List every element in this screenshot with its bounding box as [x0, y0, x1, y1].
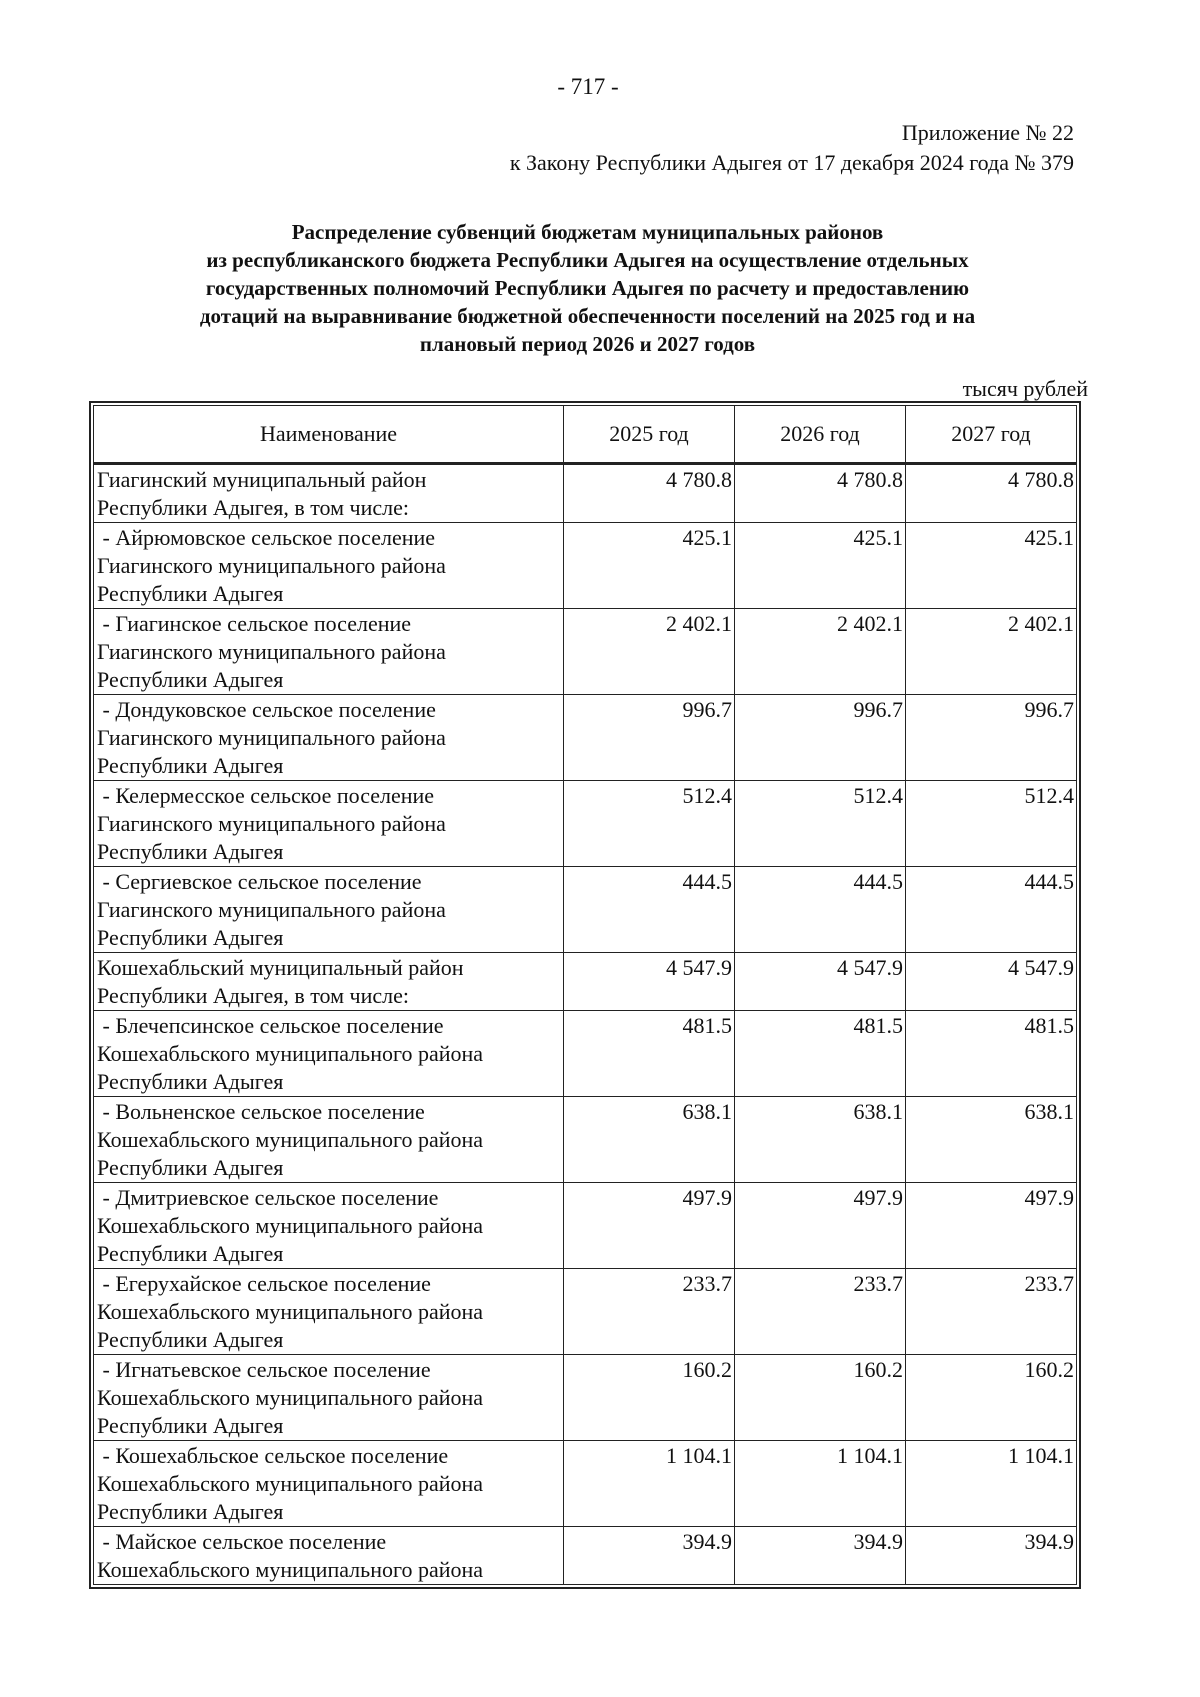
- value-cell-2025: 160.2: [564, 1355, 735, 1441]
- value-cell-2027: 4 780.8: [906, 464, 1077, 523]
- value-cell-2026: 444.5: [735, 867, 906, 953]
- header-2026: 2026 год: [735, 406, 906, 464]
- value-cell-2026: 1 104.1: [735, 1441, 906, 1527]
- value-cell-2027: 425.1: [906, 523, 1077, 609]
- row-name-line: Гиагинского муниципального района: [97, 639, 446, 664]
- row-name-line: - Блечепсинское сельское поселение: [97, 1013, 444, 1038]
- row-name-cell: [94, 1097, 564, 1183]
- value-cell-2027: 1 104.1: [906, 1441, 1077, 1527]
- table-row: [94, 523, 1077, 609]
- row-name-line: Гиагинского муниципального района: [97, 553, 446, 578]
- title-line-5: плановый период 2026 и 2027 годов: [419, 332, 756, 356]
- value-cell-2025: 481.5: [564, 1011, 735, 1097]
- row-name-line: Кошехабльского муниципального района: [97, 1299, 484, 1324]
- row-name-line: - Кошехабльское сельское поселение: [97, 1443, 449, 1468]
- row-name-cell: [94, 1269, 564, 1355]
- row-name-line: - Дмитриевское сельское поселение: [97, 1185, 439, 1210]
- row-name-line: Республики Адыгея, в том числе:: [97, 495, 410, 520]
- table-row: [94, 1527, 1077, 1585]
- row-name-line: Гиагинского муниципального района: [97, 897, 446, 922]
- value-cell-2025: 2 402.1: [564, 609, 735, 695]
- row-name-cell: [94, 953, 564, 1011]
- value-cell-2026: 996.7: [735, 695, 906, 781]
- row-name-line: Кошехабльский муниципальный район: [97, 955, 464, 980]
- value-cell-2026: 4 547.9: [735, 953, 906, 1011]
- row-name-cell: [94, 1011, 564, 1097]
- row-name-cell: [94, 1183, 564, 1269]
- row-name-line: - Майское сельское поселение: [97, 1529, 387, 1554]
- value-cell-2026: 512.4: [735, 781, 906, 867]
- annex-number: Приложение № 22: [901, 120, 1074, 145]
- title-line-1: Распределение субвенций бюджетам муниципальных районов: [291, 220, 884, 244]
- units-label: тысяч рублей: [962, 376, 1088, 401]
- row-name-cell: [94, 464, 564, 523]
- value-cell-2026: 481.5: [735, 1011, 906, 1097]
- value-cell-2027: 4 547.9: [906, 953, 1077, 1011]
- annex-law-reference: к Закону Республики Адыгея от 17 декабря 2024 года № 379: [509, 150, 1074, 175]
- table-row: [94, 953, 1077, 1011]
- row-name-line: Гиагинского муниципального района: [97, 725, 446, 750]
- table-header-row: [94, 406, 1077, 464]
- table-row: [94, 1183, 1077, 1269]
- value-cell-2026: 394.9: [735, 1527, 906, 1585]
- row-name-line: Кошехабльского муниципального района: [97, 1557, 484, 1582]
- row-name-line: Гиагинский муниципальный район: [97, 467, 427, 492]
- row-name-line: - Келермесское сельское поселение: [97, 783, 435, 808]
- row-name-line: Республики Адыгея: [97, 839, 284, 864]
- row-name-line: - Гиагинское сельское поселение: [97, 611, 412, 636]
- value-cell-2025: 4 547.9: [564, 953, 735, 1011]
- row-name-line: Республики Адыгея: [97, 581, 284, 606]
- value-cell-2025: 1 104.1: [564, 1441, 735, 1527]
- table-row: [94, 695, 1077, 781]
- value-cell-2025: 996.7: [564, 695, 735, 781]
- value-cell-2027: 233.7: [906, 1269, 1077, 1355]
- row-name-line: Кошехабльского муниципального района: [97, 1385, 484, 1410]
- value-cell-2027: 996.7: [906, 695, 1077, 781]
- table-row: [94, 1011, 1077, 1097]
- table-row: [94, 1441, 1077, 1527]
- value-cell-2026: 4 780.8: [735, 464, 906, 523]
- value-cell-2027: 638.1: [906, 1097, 1077, 1183]
- row-name-cell: [94, 695, 564, 781]
- row-name-line: Кошехабльского муниципального района: [97, 1127, 484, 1152]
- value-cell-2026: 638.1: [735, 1097, 906, 1183]
- value-cell-2026: 160.2: [735, 1355, 906, 1441]
- value-cell-2026: 2 402.1: [735, 609, 906, 695]
- table-row: [94, 464, 1077, 523]
- value-cell-2027: 497.9: [906, 1183, 1077, 1269]
- value-cell-2025: 444.5: [564, 867, 735, 953]
- row-name-cell: [94, 523, 564, 609]
- row-name-line: - Айрюмовское сельское поселение: [97, 525, 436, 550]
- value-cell-2026: 233.7: [735, 1269, 906, 1355]
- table-row: [94, 1097, 1077, 1183]
- row-name-line: Республики Адыгея: [97, 753, 284, 778]
- page-number: - 717 -: [557, 74, 619, 99]
- value-cell-2025: 638.1: [564, 1097, 735, 1183]
- table-body: [94, 464, 1077, 1585]
- row-name-cell: [94, 609, 564, 695]
- header-2025: 2025 год: [564, 406, 735, 464]
- title-line-3: государственных полномочий Республики Адыгея по расчету и предоставлению: [205, 276, 970, 300]
- row-name-line: Кошехабльского муниципального района: [97, 1213, 484, 1238]
- row-name-cell: [94, 781, 564, 867]
- header-2027: 2027 год: [906, 406, 1077, 464]
- value-cell-2027: 512.4: [906, 781, 1077, 867]
- value-cell-2025: 497.9: [564, 1183, 735, 1269]
- value-cell-2027: 444.5: [906, 867, 1077, 953]
- document-title: [110, 218, 1065, 358]
- row-name-line: Республики Адыгея: [97, 1499, 284, 1524]
- value-cell-2026: 425.1: [735, 523, 906, 609]
- header-name: Наименование: [94, 406, 564, 464]
- row-name-cell: [94, 867, 564, 953]
- title-line-4: дотаций на выравнивание бюджетной обеспеченности поселений на 2025 год и на: [199, 304, 976, 328]
- value-cell-2027: 394.9: [906, 1527, 1077, 1585]
- row-name-line: - Егерухайское сельское поселение: [97, 1271, 431, 1296]
- value-cell-2025: 425.1: [564, 523, 735, 609]
- value-cell-2027: 2 402.1: [906, 609, 1077, 695]
- row-name-line: Республики Адыгея: [97, 925, 284, 950]
- table-row: [94, 1269, 1077, 1355]
- row-name-line: Кошехабльского муниципального района: [97, 1041, 484, 1066]
- table-row: [94, 867, 1077, 953]
- row-name-cell: [94, 1355, 564, 1441]
- row-name-line: - Сергиевское сельское поселение: [97, 869, 422, 894]
- row-name-line: - Дондуковское сельское поселение: [97, 697, 436, 722]
- row-name-line: Гиагинского муниципального района: [97, 811, 446, 836]
- row-name-line: Республики Адыгея: [97, 1327, 284, 1352]
- row-name-cell: [94, 1527, 564, 1585]
- value-cell-2026: 497.9: [735, 1183, 906, 1269]
- subvention-table: [93, 405, 1077, 1585]
- row-name-line: Кошехабльского муниципального района: [97, 1471, 484, 1496]
- row-name-line: - Игнатьевское сельское поселение: [97, 1357, 431, 1382]
- row-name-line: Республики Адыгея: [97, 667, 284, 692]
- row-name-line: Республики Адыгея: [97, 1413, 284, 1438]
- row-name-line: Республики Адыгея: [97, 1155, 284, 1180]
- row-name-line: Республики Адыгея, в том числе:: [97, 983, 410, 1008]
- value-cell-2025: 233.7: [564, 1269, 735, 1355]
- annex-header: [374, 118, 1074, 178]
- table-row: [94, 609, 1077, 695]
- value-cell-2025: 512.4: [564, 781, 735, 867]
- value-cell-2025: 4 780.8: [564, 464, 735, 523]
- value-cell-2027: 160.2: [906, 1355, 1077, 1441]
- value-cell-2025: 394.9: [564, 1527, 735, 1585]
- row-name-cell: [94, 1441, 564, 1527]
- row-name-line: - Вольненское сельское поселение: [97, 1099, 425, 1124]
- row-name-line: Республики Адыгея: [97, 1241, 284, 1266]
- table-row: [94, 781, 1077, 867]
- title-line-2: из республиканского бюджета Республики Адыгея на осуществление отдельных: [206, 248, 969, 272]
- table-row: [94, 1355, 1077, 1441]
- value-cell-2027: 481.5: [906, 1011, 1077, 1097]
- row-name-line: Республики Адыгея: [97, 1069, 284, 1094]
